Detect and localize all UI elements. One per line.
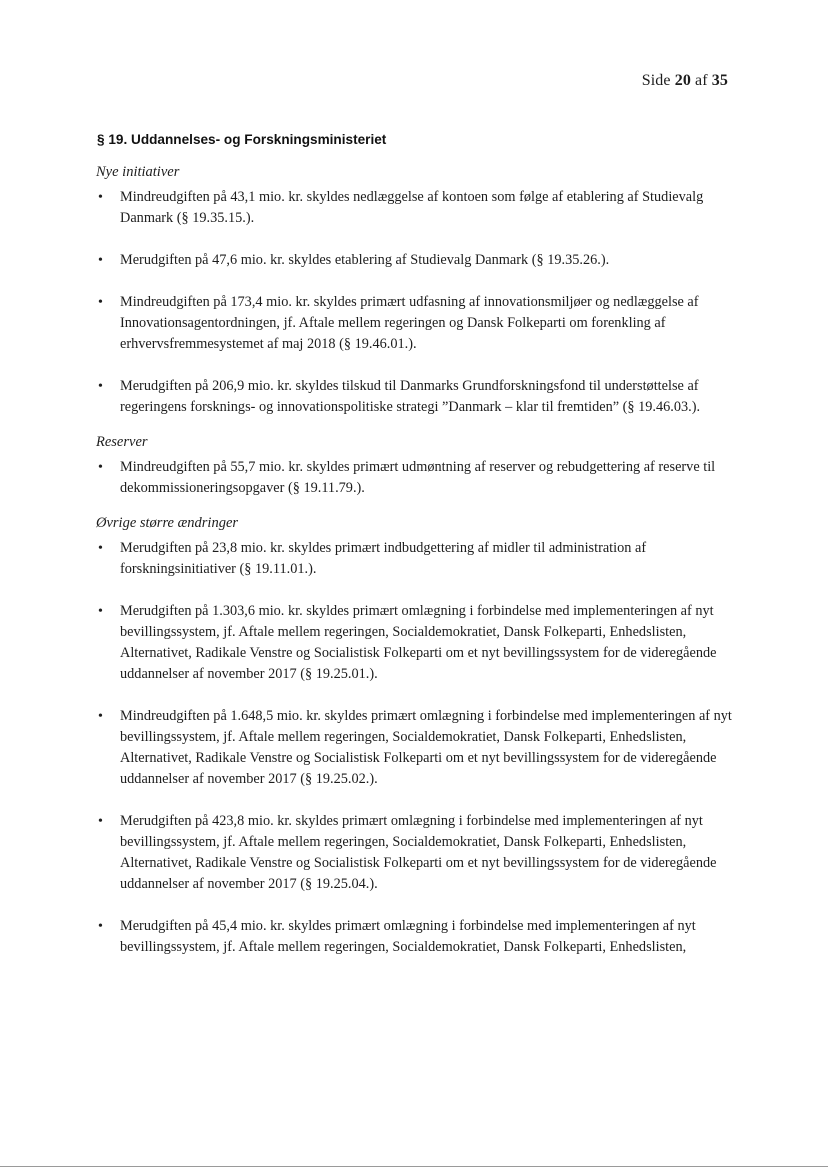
list-item — [95, 706, 735, 790]
list-item-text: Mindreudgiften på 43,1 mio. kr. skyldes nedlæggelse af kontoen som følge af etablering af Studievalg Danmark (§ 19.35.15.). — [120, 189, 704, 226]
page-number — [642, 72, 728, 90]
list-item — [95, 187, 735, 229]
bullet-icon: • — [98, 379, 103, 394]
document-body — [95, 164, 735, 974]
bullet-icon: • — [98, 709, 103, 724]
section-other-changes — [95, 515, 735, 958]
bullet-list — [95, 457, 735, 499]
bullet-list — [95, 538, 735, 958]
list-item-text: Merudgiften på 23,8 mio. kr. skyldes primært indbudgettering af midler til administration af forskningsinitiativer (§ 19.11.01.). — [120, 540, 647, 577]
list-item — [95, 811, 735, 895]
page-number-current: 20 — [674, 72, 691, 89]
list-item — [95, 376, 735, 418]
list-item — [95, 916, 735, 958]
list-item-text: Mindreudgiften på 55,7 mio. kr. skyldes primært udmøntning af reserver og rebudgettering af reserve til dekommissioneringsopgaver (§ 19.11.79.). — [120, 459, 716, 496]
section-new-initiatives — [95, 164, 735, 418]
section-label: Øvrige større ændringer — [96, 515, 239, 531]
section-reserves — [95, 434, 735, 499]
list-item — [95, 292, 735, 355]
page-number-prefix: Side — [641, 72, 671, 89]
list-item-text: Merudgiften på 206,9 mio. kr. skyldes tilskud til Danmarks Grundforskningsfond til understøttelse af regeringens forsknings- og innovationspolitiske strategi ”Danmark – klar til fremtiden” (§ 19.46.03.). — [120, 378, 701, 415]
bullet-icon: • — [98, 919, 103, 934]
list-item — [95, 457, 735, 499]
list-item — [95, 601, 735, 685]
list-item — [95, 250, 735, 271]
list-item — [95, 538, 735, 580]
list-item-text: Merudgiften på 47,6 mio. kr. skyldes etablering af Studievalg Danmark (§ 19.35.26.). — [120, 252, 610, 268]
page-number-sep: af — [695, 72, 708, 89]
list-item-text: Merudgiften på 1.303,6 mio. kr. skyldes primært omlægning i forbindelse med implementeringen af nyt bevillingssystem, jf. Aftale mellem regeringen, Socialdemokratiet, Dansk Folkeparti, Enhedslisten, Alternativet, Radikale Venstre og Socialistisk Folkeparti om et nyt bevillingssystem for de videregående uddannelser af november 2017 (§ 19.25.01.). — [120, 603, 717, 682]
bullet-icon: • — [98, 460, 103, 475]
list-item-text: Mindreudgiften på 173,4 mio. kr. skyldes primært udfasning af innovationsmiljøer og nedlæggelse af Innovationsagentordningen, jf. Aftale mellem regeringen og Dansk Folkeparti om forenkling af erhvervsfremmesystemet af maj 2018 (§ 19.46.01.). — [120, 294, 699, 352]
list-item-text: Merudgiften på 45,4 mio. kr. skyldes primært omlægning i forbindelse med implementeringen af nyt bevillingssystem, jf. Aftale mellem regeringen, Socialdemokratiet, Dansk Folkeparti, Enhedslisten, — [120, 918, 696, 955]
list-item-text: Merudgiften på 423,8 mio. kr. skyldes primært omlægning i forbindelse med implementeringen af nyt bevillingssystem, jf. Aftale mellem regeringen, Socialdemokratiet, Dansk Folkeparti, Enhedslisten, Alternativet, Radikale Venstre og Socialistisk Folkeparti om et nyt bevillingssystem for de videregående uddannelser af november 2017 (§ 19.25.04.). — [120, 813, 717, 892]
page-bottom-divider — [0, 1166, 828, 1167]
bullet-icon: • — [98, 604, 103, 619]
list-item-text: Mindreudgiften på 1.648,5 mio. kr. skyldes primært omlægning i forbindelse med implementeringen af nyt bevillingssystem, jf. Aftale mellem regeringen, Socialdemokratiet, Dansk Folkeparti, Enhedslisten, Alternativet, Radikale Venstre og Socialistisk Folkeparti om et nyt bevillingssystem for de videregående uddannelser af november 2017 (§ 19.25.02.). — [120, 708, 732, 787]
bullet-icon: • — [98, 253, 103, 268]
bullet-icon: • — [98, 295, 103, 310]
bullet-list — [95, 187, 735, 418]
page-number-total: 35 — [711, 72, 728, 89]
bullet-icon: • — [98, 190, 103, 205]
section-heading: § 19. Uddannelses- og Forskningsministeriet — [97, 132, 387, 147]
section-label: Reserver — [96, 434, 148, 450]
bullet-icon: • — [98, 814, 103, 829]
bullet-icon: • — [98, 541, 103, 556]
section-label: Nye initiativer — [96, 164, 180, 180]
